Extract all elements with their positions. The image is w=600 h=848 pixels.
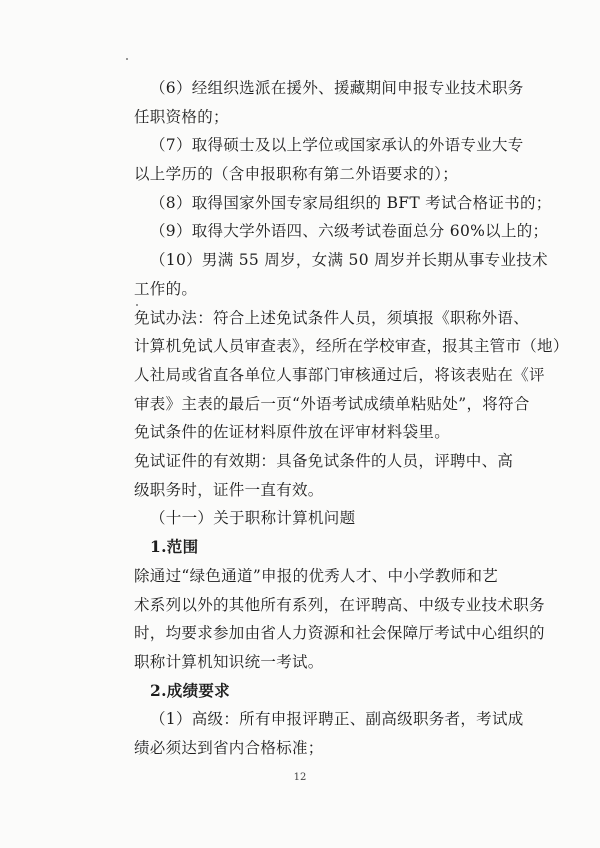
text-line: 免试证件的有效期：具备免试条件的人员，评聘中、高 [134, 452, 514, 471]
text-line: 职称计算机知识统一考试。 [134, 652, 324, 671]
text-line: 以上学历的（含申报职称有第二外语要求的）； [134, 165, 459, 184]
text-line: （9）取得大学外语四、六级考试卷面总分 60%以上的； [150, 222, 549, 241]
text-line: 级职务时，证件一直有效。 [134, 480, 324, 499]
section-heading: （十一）关于职称计算机问题 [150, 509, 356, 528]
subsection-heading: 2.成绩要求 [150, 680, 230, 700]
page-number: 12 [293, 772, 307, 783]
subsection-heading: 1.范围 [150, 537, 199, 557]
text-line: 时，均要求参加由省人力资源和社会保障厅考试中心组织的 [134, 624, 545, 643]
text-line: 任职资格的； [134, 107, 229, 126]
text-line: （6）经组织选派在援外、援藏期间申报专业技术职务 [150, 79, 524, 97]
text-line: （1）高级：所有申报评聘正、副高级职务者，考试成 [150, 710, 524, 729]
text-line: （8）取得国家外国专家局组织的 BFT 考试合格证书的； [150, 193, 552, 212]
text-line: （10）男满 55 周岁，女满 50 周岁并长期从事专业技术 [150, 251, 548, 270]
text-line: 免试办法：符合上述免试条件人员，须填报《职称外语、 [134, 308, 530, 327]
text-line: （7）取得硕士及以上学位或国家承认的外语专业大专 [150, 136, 524, 155]
text-line: 工作的。 [134, 279, 198, 298]
text-line: 除通过“绿色通道”申报的优秀人才、中小学教师和艺 [134, 566, 499, 585]
text-line: 免试条件的佐证材料原件放在评审材料袋里。 [134, 423, 451, 442]
text-line: 术系列以外的其他所有系列，在评聘高、中级专业技术职务 [134, 595, 545, 614]
scan-speck [126, 58, 128, 60]
text-line: 审表》主表的最后一页“外语考试成绩单粘贴处”，将符合 [134, 394, 530, 413]
text-line: 绩必须达到省内合格标准； [134, 739, 324, 757]
text-line: 人社局或省直各单位人事部门审核通过后，将该表贴在《评 [134, 365, 545, 384]
text-line: 计算机免试人员审查表》，经所在学校审查，报其主管市（地） [134, 337, 569, 356]
